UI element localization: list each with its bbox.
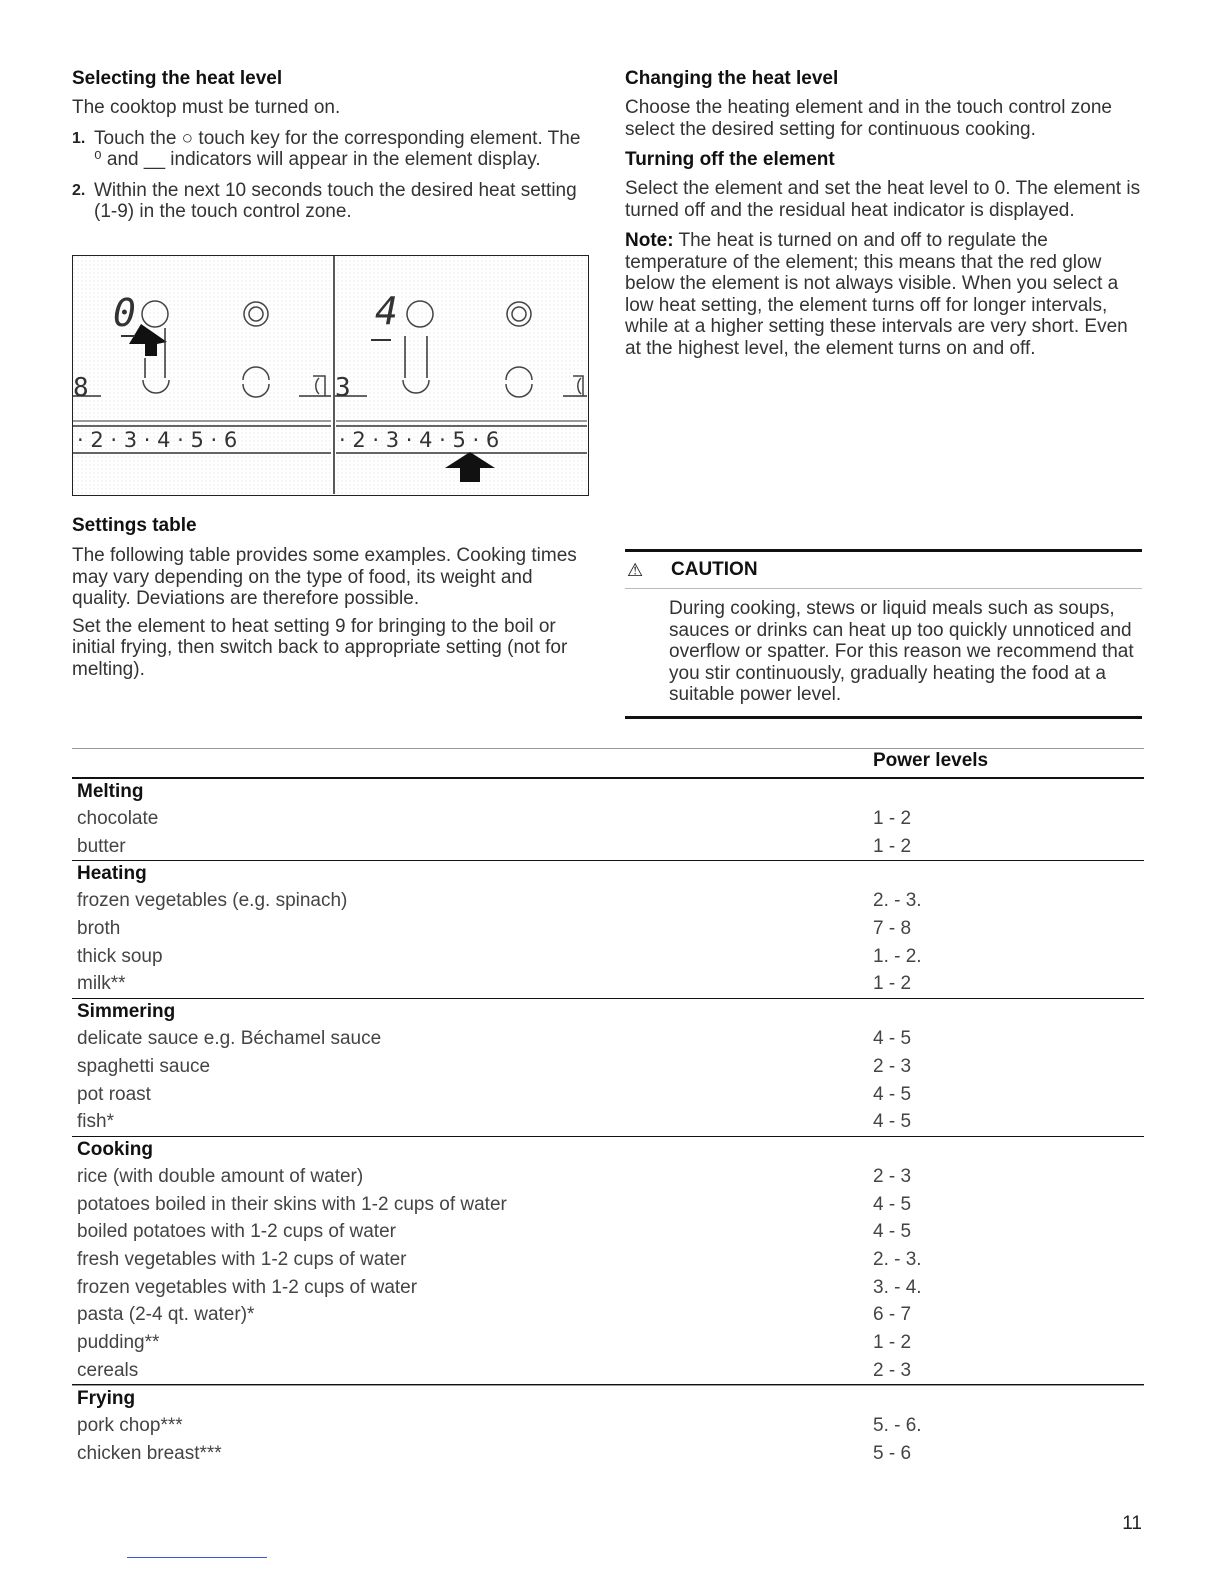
changing-text: Choose the heating element and in the touch control zone select the desired setting for continuous cooking.	[625, 97, 1112, 140]
table-row	[72, 1412, 1144, 1440]
table-row	[72, 805, 1144, 833]
note-label: Note:	[625, 230, 674, 251]
power-level: 5 - 6	[873, 1443, 912, 1465]
left-column	[72, 68, 592, 223]
food-item: frozen vegetables with 1-2 cups of water	[77, 1276, 418, 1298]
step-1	[72, 128, 592, 171]
category-group	[72, 1137, 1144, 1386]
power-level: 2 - 3	[873, 1165, 912, 1187]
food-item: pasta (2-4 qt. water)*	[77, 1304, 255, 1326]
power-level: 4 - 5	[873, 1193, 912, 1215]
food-item: butter	[77, 835, 126, 857]
table-row	[72, 1053, 1144, 1081]
food-item: broth	[77, 918, 121, 940]
table-row	[72, 833, 1144, 861]
category-group	[72, 779, 1144, 861]
food-item: thick soup	[77, 945, 163, 967]
right-scale-label: · 2 · 3 · 4 · 5 · 6	[339, 428, 500, 452]
food-item: spaghetti sauce	[77, 1055, 211, 1077]
table-row	[72, 1218, 1144, 1246]
table-row	[72, 970, 1144, 998]
warning-triangle-icon: ⚠	[627, 559, 644, 580]
power-level: 4 - 5	[873, 1083, 912, 1105]
table-row	[72, 887, 1144, 915]
table-row	[72, 1357, 1144, 1385]
food-item: frozen vegetables (e.g. spinach)	[77, 890, 348, 912]
food-item: rice (with double amount of water)	[77, 1165, 364, 1187]
step-1-text: Touch the ○ touch key for the corresponding element. The ⁰ and __ indicators will appear in the element display.	[94, 127, 581, 170]
table-row	[72, 1301, 1144, 1329]
power-level: 5. - 6.	[873, 1415, 922, 1437]
step-1-number: 1.	[72, 129, 86, 147]
table-row	[72, 1329, 1144, 1357]
changing-heat-level-heading: Changing the heat level	[625, 68, 839, 89]
svg-text:8: 8	[73, 373, 89, 403]
settings-table	[72, 748, 1144, 1468]
settings-table-heading: Settings table	[72, 515, 197, 536]
settings-paragraph-2: Set the element to heat setting 9 for bringing to the boil or initial frying, then switch back to appropriate setting (not for melting).	[72, 615, 568, 680]
note-text: The heat is turned on and off to regulate the temperature of the element; this means that the red glow below the element is not always visible. When you select a low heat setting, the element turns off for longer intervals, while at a higher setting these intervals are very short. Even at the highest level, the element turns on and off.	[625, 230, 1128, 359]
food-item: cereals	[77, 1359, 139, 1381]
power-level: 1 - 2	[873, 808, 912, 829]
power-level: 6 - 7	[873, 1304, 912, 1326]
power-level: 1 - 2	[873, 835, 912, 857]
food-item: potatoes boiled in their skins with 1-2 cups of water	[77, 1193, 507, 1215]
food-item: pork chop***	[77, 1415, 183, 1437]
category-heading: Frying	[77, 1388, 136, 1410]
category-group	[72, 1385, 1144, 1467]
table-row	[72, 1191, 1144, 1219]
food-item: milk**	[77, 973, 126, 995]
category-group	[72, 861, 1144, 999]
right-element-display: 4	[375, 289, 398, 333]
table-row	[72, 1163, 1144, 1191]
power-levels-header: Power levels	[873, 750, 989, 771]
settings-paragraph-1: The following table provides some examples. Cooking times may vary depending on the type of food, its weight and quality. Deviations are therefore possible.	[72, 545, 577, 609]
power-level: 2 - 3	[873, 1055, 912, 1077]
category-heading: Cooking	[77, 1138, 153, 1160]
note-paragraph	[625, 230, 1145, 359]
touch-control-diagram	[72, 255, 589, 496]
power-level: 3. - 4.	[873, 1276, 922, 1298]
food-item: fish*	[77, 1111, 114, 1133]
table-row	[72, 1025, 1144, 1053]
left-element-display: 0	[113, 291, 136, 335]
category-heading: Simmering	[77, 1001, 176, 1023]
category-group	[72, 999, 1144, 1137]
turning-off-text: Select the element and set the heat level to 0. The element is turned off and the residual heat indicator is displayed.	[625, 178, 1141, 221]
table-row	[72, 1440, 1144, 1468]
table-row	[72, 943, 1144, 971]
step-2-number: 2.	[72, 181, 86, 199]
settings-section	[72, 515, 592, 680]
footer-rule	[127, 1557, 267, 1558]
table-row	[72, 1274, 1144, 1302]
food-item: boiled potatoes with 1-2 cups of water	[77, 1221, 396, 1243]
caution-title: CAUTION	[671, 559, 758, 580]
table-row	[72, 1081, 1144, 1109]
power-level: 1. - 2.	[873, 945, 922, 967]
food-item: pudding**	[77, 1332, 160, 1353]
power-level: 1 - 2	[873, 973, 912, 995]
step-2	[72, 180, 592, 223]
power-level: 4 - 5	[873, 1221, 912, 1243]
svg-text:3: 3	[335, 373, 351, 403]
caution-box	[625, 549, 1142, 719]
power-level: 1 - 2	[873, 1332, 912, 1353]
food-item: fresh vegetables with 1-2 cups of water	[77, 1248, 407, 1270]
page-number: 11	[1122, 1513, 1142, 1534]
turning-off-heading: Turning off the element	[625, 149, 835, 170]
food-item: chocolate	[77, 808, 159, 829]
food-item: chicken breast***	[77, 1443, 222, 1465]
table-row	[72, 1108, 1144, 1136]
right-column	[625, 68, 1145, 359]
step-2-text: Within the next 10 seconds touch the desired heat setting (1-9) in the touch control zone.	[94, 179, 577, 222]
power-level: 2 - 3	[873, 1359, 912, 1381]
left-scale-label: · 2 · 3 · 4 · 5 · 6	[77, 428, 238, 452]
power-level: 4 - 5	[873, 1028, 912, 1050]
table-body	[72, 779, 1144, 1468]
category-heading: Melting	[77, 781, 144, 802]
power-level: 2. - 3.	[873, 1248, 922, 1270]
table-header	[72, 748, 1144, 779]
power-level: 2. - 3.	[873, 890, 922, 912]
power-level: 7 - 8	[873, 918, 912, 940]
food-item: delicate sauce e.g. Béchamel sauce	[77, 1028, 382, 1050]
food-item: pot roast	[77, 1083, 151, 1105]
selecting-heat-level-heading: Selecting the heat level	[72, 68, 283, 89]
power-level: 4 - 5	[873, 1111, 912, 1133]
selecting-intro: The cooktop must be turned on.	[72, 97, 341, 118]
category-heading: Heating	[77, 863, 147, 885]
caution-text: During cooking, stews or liquid meals such as soups, sauces or drinks can heat up too quickly unnoticed and overflow or spatter. For this reason we recommend that you stir continuously, gradually heating the food at a suitable power level.	[669, 598, 1134, 705]
table-row	[72, 915, 1144, 943]
table-row	[72, 1246, 1144, 1274]
